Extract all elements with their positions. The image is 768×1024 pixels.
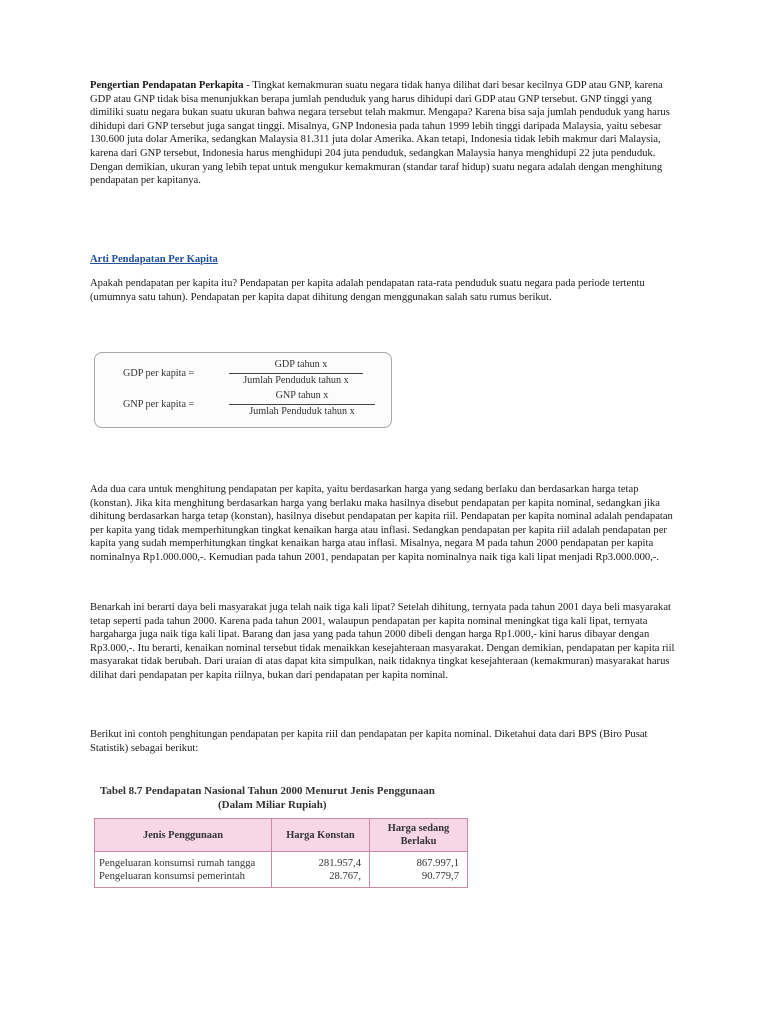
- national-income-table: [94, 818, 468, 888]
- intro-text: - Tingkat kemakmuran suatu negara tidak hanya dilihat dari besar kecilnya GDP atau GNP, karena GDP atau GNP tidak bisa menunjukkan berapa jumlah penduduk yang harus dihidupi dari GDP atau GNP tersebut. GNP tinggi yang dimiliki suatu negara bukan suatu ukuran bahwa negara tersebut telah makmur. Mengapa? Karena bisa saja jumlah penduduk yang harus dihidupi dari GNP tersebut juga sangat tinggi. Misalnya, GNP Indonesia pada tahun 1999 lebih tinggi daripada Malaysia, yaitu sebesar 130.600 juta dolar Amerika, sedangkan Malaysia 81.311 juta dolar Amerika. Akan tetapi, Indonesia tidak lebih makmur dari Malaysia, karena dari GNP tersebut, Indonesia harus menghidupi 204 juta penduduk, sedangkan Malaysia hanya menghidupi 22 juta penduduk. Dengan demikian, ukuran yang lebih tepat untuk mengukur kemakmuran (standar taraf hidup) suatu negara adalah dengan menghitung pendapatan per kapitanya.: [90, 80, 670, 187]
- definition-paragraph: Apakah pendapatan per kapita itu? Pendapatan per kapita adalah pendapatan rata-rata penduduk suatu negara pada periode tertentu (umumnya satu tahun). Pendapatan per kapita dapat dihitung dengan menggunakan salah satu rumus berikut.: [90, 278, 645, 303]
- table-caption: [100, 784, 435, 812]
- table-title: Tabel 8.7 Pendapatan Nasional Tahun 2000 Menurut Jenis Penggunaan: [100, 785, 435, 797]
- formula-box: [94, 352, 392, 428]
- table-row: [95, 870, 468, 888]
- example-intro-paragraph: Berikut ini contoh penghitungan pendapatan per kapita riil dan pendapatan per kapita nominal. Diketahui data dari BPS (Biro Pusat Statistik) sebagai berikut:: [90, 729, 648, 754]
- formula-numerator: GNP tahun x: [275, 390, 329, 401]
- header-jenis: Jenis Penggunaan: [95, 819, 272, 852]
- table-header-row: [95, 819, 468, 852]
- formula-denominator: Jumlah Penduduk tahun x: [243, 375, 349, 386]
- table-row: [95, 852, 468, 871]
- cell-berlaku: 867.997,1: [369, 852, 467, 871]
- table-subtitle: (Dalam Miliar Rupiah): [218, 799, 327, 811]
- cell-konstan: 281.957,4: [272, 852, 370, 871]
- gdp-formula: [123, 359, 383, 389]
- calculation-methods-paragraph: Ada dua cara untuk menghitung pendapatan per kapita, yaitu berdasarkan harga yang sedang berlaku dan berdasarkan harga tetap (konstan). Jika kita menghitung berdasarkan harga yang berlaku maka hasilnya disebut pendapatan per kapita nominal, sedangkan jika dihitung berdasarkan harga tetap (konstan), hasilnya disebut pendapatan per kapita riil. Pendapatan per kapita nominal adalah pendapatan per kapita yang tidak memperhitungkan tingkat kenaikan harga atau inflasi. Sedangkan pendapatan per kapita riil adalah pendapatan per kapita yang sudah memperhitungkan tingkat kenaikan harga atau inflasi. Misalnya, negara M pada tahun 2000 pendapatan per kapita nominalnya Rp1.000.000,-. Kemudian pada tahun 2001, pendapatan per kapita nominalnya naik tiga kali lipat menjadi Rp3.000.000,-.: [90, 484, 673, 563]
- formula-denominator: Jumlah Penduduk tahun x: [249, 406, 355, 417]
- cell-berlaku: 90.779,7: [369, 870, 467, 888]
- fraction-bar: [229, 404, 375, 405]
- intro-bold-lead: Pengertian Pendapatan Perkapita: [90, 80, 244, 91]
- intro-paragraph: [90, 79, 680, 188]
- cell-konstan: 28.767,: [272, 870, 370, 888]
- cell-jenis: Pengeluaran konsumsi pemerintah: [95, 870, 272, 888]
- formula-numerator: GDP tahun x: [274, 359, 328, 370]
- formula-label: GNP per kapita =: [123, 399, 195, 410]
- header-berlaku: Harga sedang Berlaku: [369, 819, 467, 852]
- cell-jenis: Pengeluaran konsumsi rumah tangga: [95, 852, 272, 871]
- fraction-bar: [229, 373, 363, 374]
- formula-label: GDP per kapita =: [123, 368, 195, 379]
- header-konstan: Harga Konstan: [272, 819, 370, 852]
- gnp-formula: [123, 390, 383, 420]
- section-heading-link[interactable]: Arti Pendapatan Per Kapita: [90, 254, 218, 265]
- purchasing-power-paragraph: Benarkah ini berarti daya beli masyarakat juga telah naik tiga kali lipat? Setelah dihitung, ternyata pada tahun 2001 daya beli masyarakat tetap seperti pada tahun 2000. Karena pada tahun 2001, walaupun pendapatan per kapita nominal meningkat tiga kali lipat, ternyata hargaharga juga naik tiga kali lipat. Barang dan jasa yang pada tahun 2000 dibeli dengan harga Rp1.000,- kini harus dibayar dengan Rp3.000,-. Itu berarti, kenaikan nominal tersebut tidak menaikkan kesejahteraan masyarakat. Dengan demikian, pendapatan per kapita riil masyarakat tidak berubah. Dari uraian di atas dapat kita simpulkan, naik tidaknya tingkat kesejahteraan (kemakmuran) masyarakat harus dilihat dari pendapatan per kapita riilnya, bukan dari pendapatan per kapita nominal.: [90, 602, 675, 681]
